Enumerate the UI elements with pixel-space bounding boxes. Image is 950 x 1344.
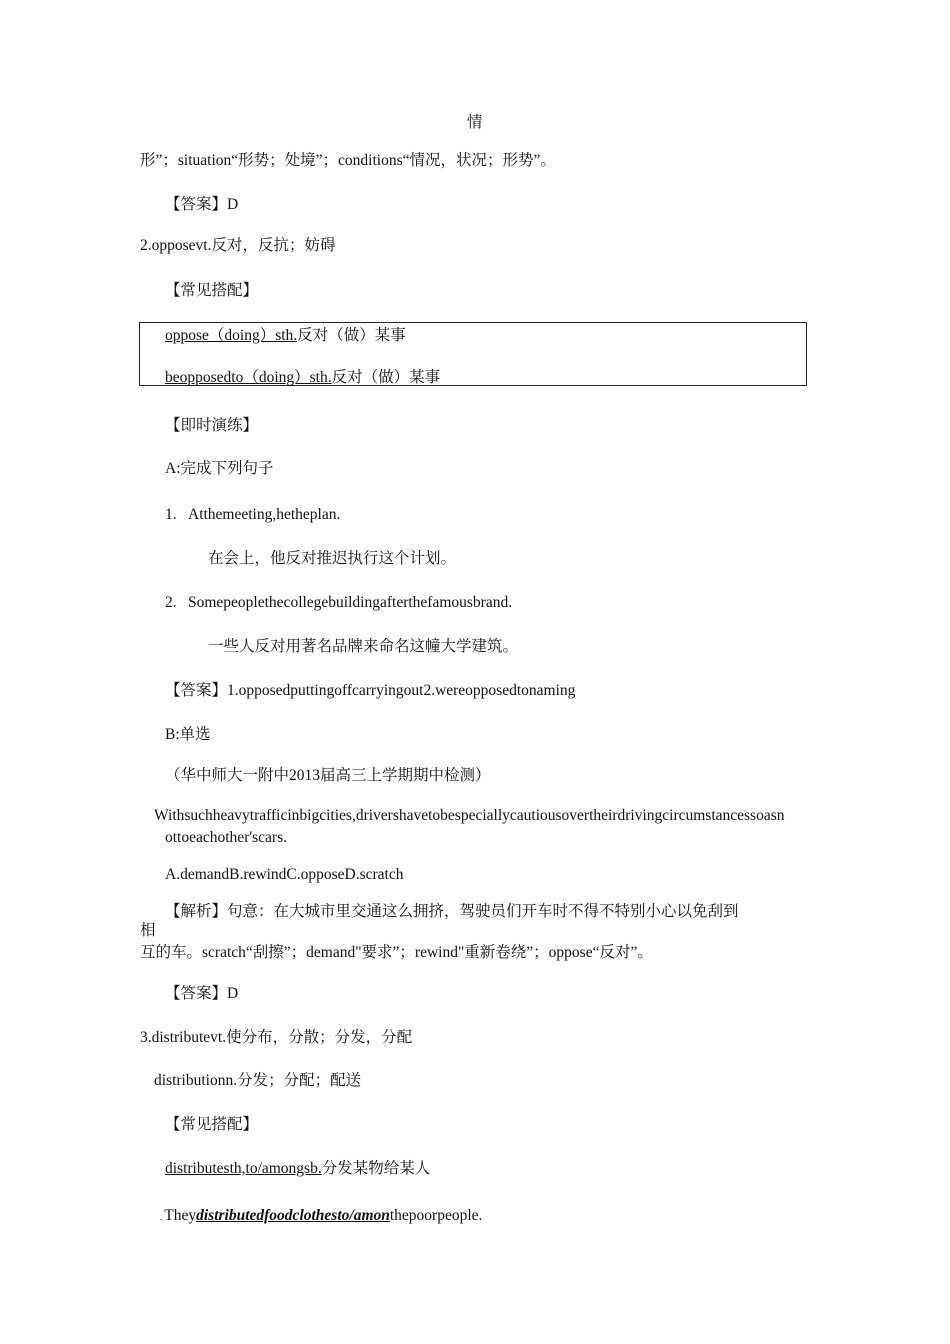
mcq-stem-line-1: Withsuchheavytrafficinbigcities,drivershavetobespeciallycautiousovertheirdrivingcircumstancessoasn <box>154 807 785 824</box>
section-3-collocation-meaning: 分发某物给某人 <box>321 1160 431 1177</box>
section-2-heading: 2.opposevt.反对，反抗；妨碍 <box>140 237 336 254</box>
practice-label: 【即时演练】 <box>165 417 259 434</box>
collocation-line-2 <box>165 368 440 388</box>
answer-1: 【答案】D <box>165 196 239 213</box>
question-1: Atthemeeting,hetheplan. <box>188 506 341 523</box>
question-1-number: 1. <box>165 506 177 523</box>
collocation-line-1 <box>165 326 406 346</box>
collocation-phrase-2: beopposedto（doing）sth. <box>165 369 332 386</box>
example-post: thepoorpeople. <box>389 1207 483 1224</box>
analysis-line-3: 互的车。scratch“刮擦”；demand"要求”；rewind"重新卷绕”；oppose“反对”。 <box>140 944 653 961</box>
collocation-label-2: 【常见搭配】 <box>165 1116 259 1133</box>
part-a-heading: A:完成下列句子 <box>165 460 274 477</box>
question-source: （华中师大一附中2013届高三上学期期中检测） <box>165 767 491 784</box>
part-b-heading: B:单选 <box>165 726 211 743</box>
example-sentence <box>160 1206 482 1227</box>
section-3-collocation <box>165 1159 430 1179</box>
section-3-noun: distributionn.分发；分配；配送 <box>154 1072 362 1089</box>
mcq-stem-line-2: ottoeachother'scars. <box>165 829 288 846</box>
answer-b: 【答案】D <box>165 985 239 1002</box>
collocation-label: 【常见搭配】 <box>165 282 259 299</box>
continued-line: 形”；situation“形势；处境”；conditions“情况，状况；形势”。 <box>140 152 556 169</box>
continued-char: 情 <box>467 114 483 131</box>
mcq-options: A.demandB.rewindC.opposeD.scratch <box>165 866 404 883</box>
analysis-line-2: 相 <box>140 922 156 939</box>
question-2: Somepeoplethecollegebuildingafterthefamousbrand. <box>188 594 513 611</box>
collocation-meaning-1: 反对（做）某事 <box>297 327 406 344</box>
section-3-heading: 3.distributevt.使分布，分散；分发，分配 <box>140 1029 413 1046</box>
question-1-chinese: 在会上，他反对推迟执行这个计划。 <box>208 550 457 567</box>
example-pre: They <box>164 1207 197 1224</box>
question-2-number: 2. <box>165 594 177 611</box>
section-3-collocation-phrase: distributesth,to/amongsb. <box>165 1160 322 1177</box>
analysis-line-1: 【解析】句意：在大城市里交通这么拥挤，驾驶员们开车时不得不特别小心以免刮到 <box>165 903 739 920</box>
collocation-meaning-2: 反对（做）某事 <box>331 369 441 386</box>
example-emphasis: distributedfoodclothesto/amon <box>196 1207 390 1224</box>
collocation-phrase-1: oppose（doing）sth. <box>165 327 298 344</box>
answer-a: 【答案】1.opposedputtingoffcarryingout2.wereopposedtonaming <box>165 682 576 699</box>
example-bullet: . <box>160 1212 163 1222</box>
question-2-chinese: 一些人反对用著名品牌来命名这幢大学建筑。 <box>208 638 519 655</box>
